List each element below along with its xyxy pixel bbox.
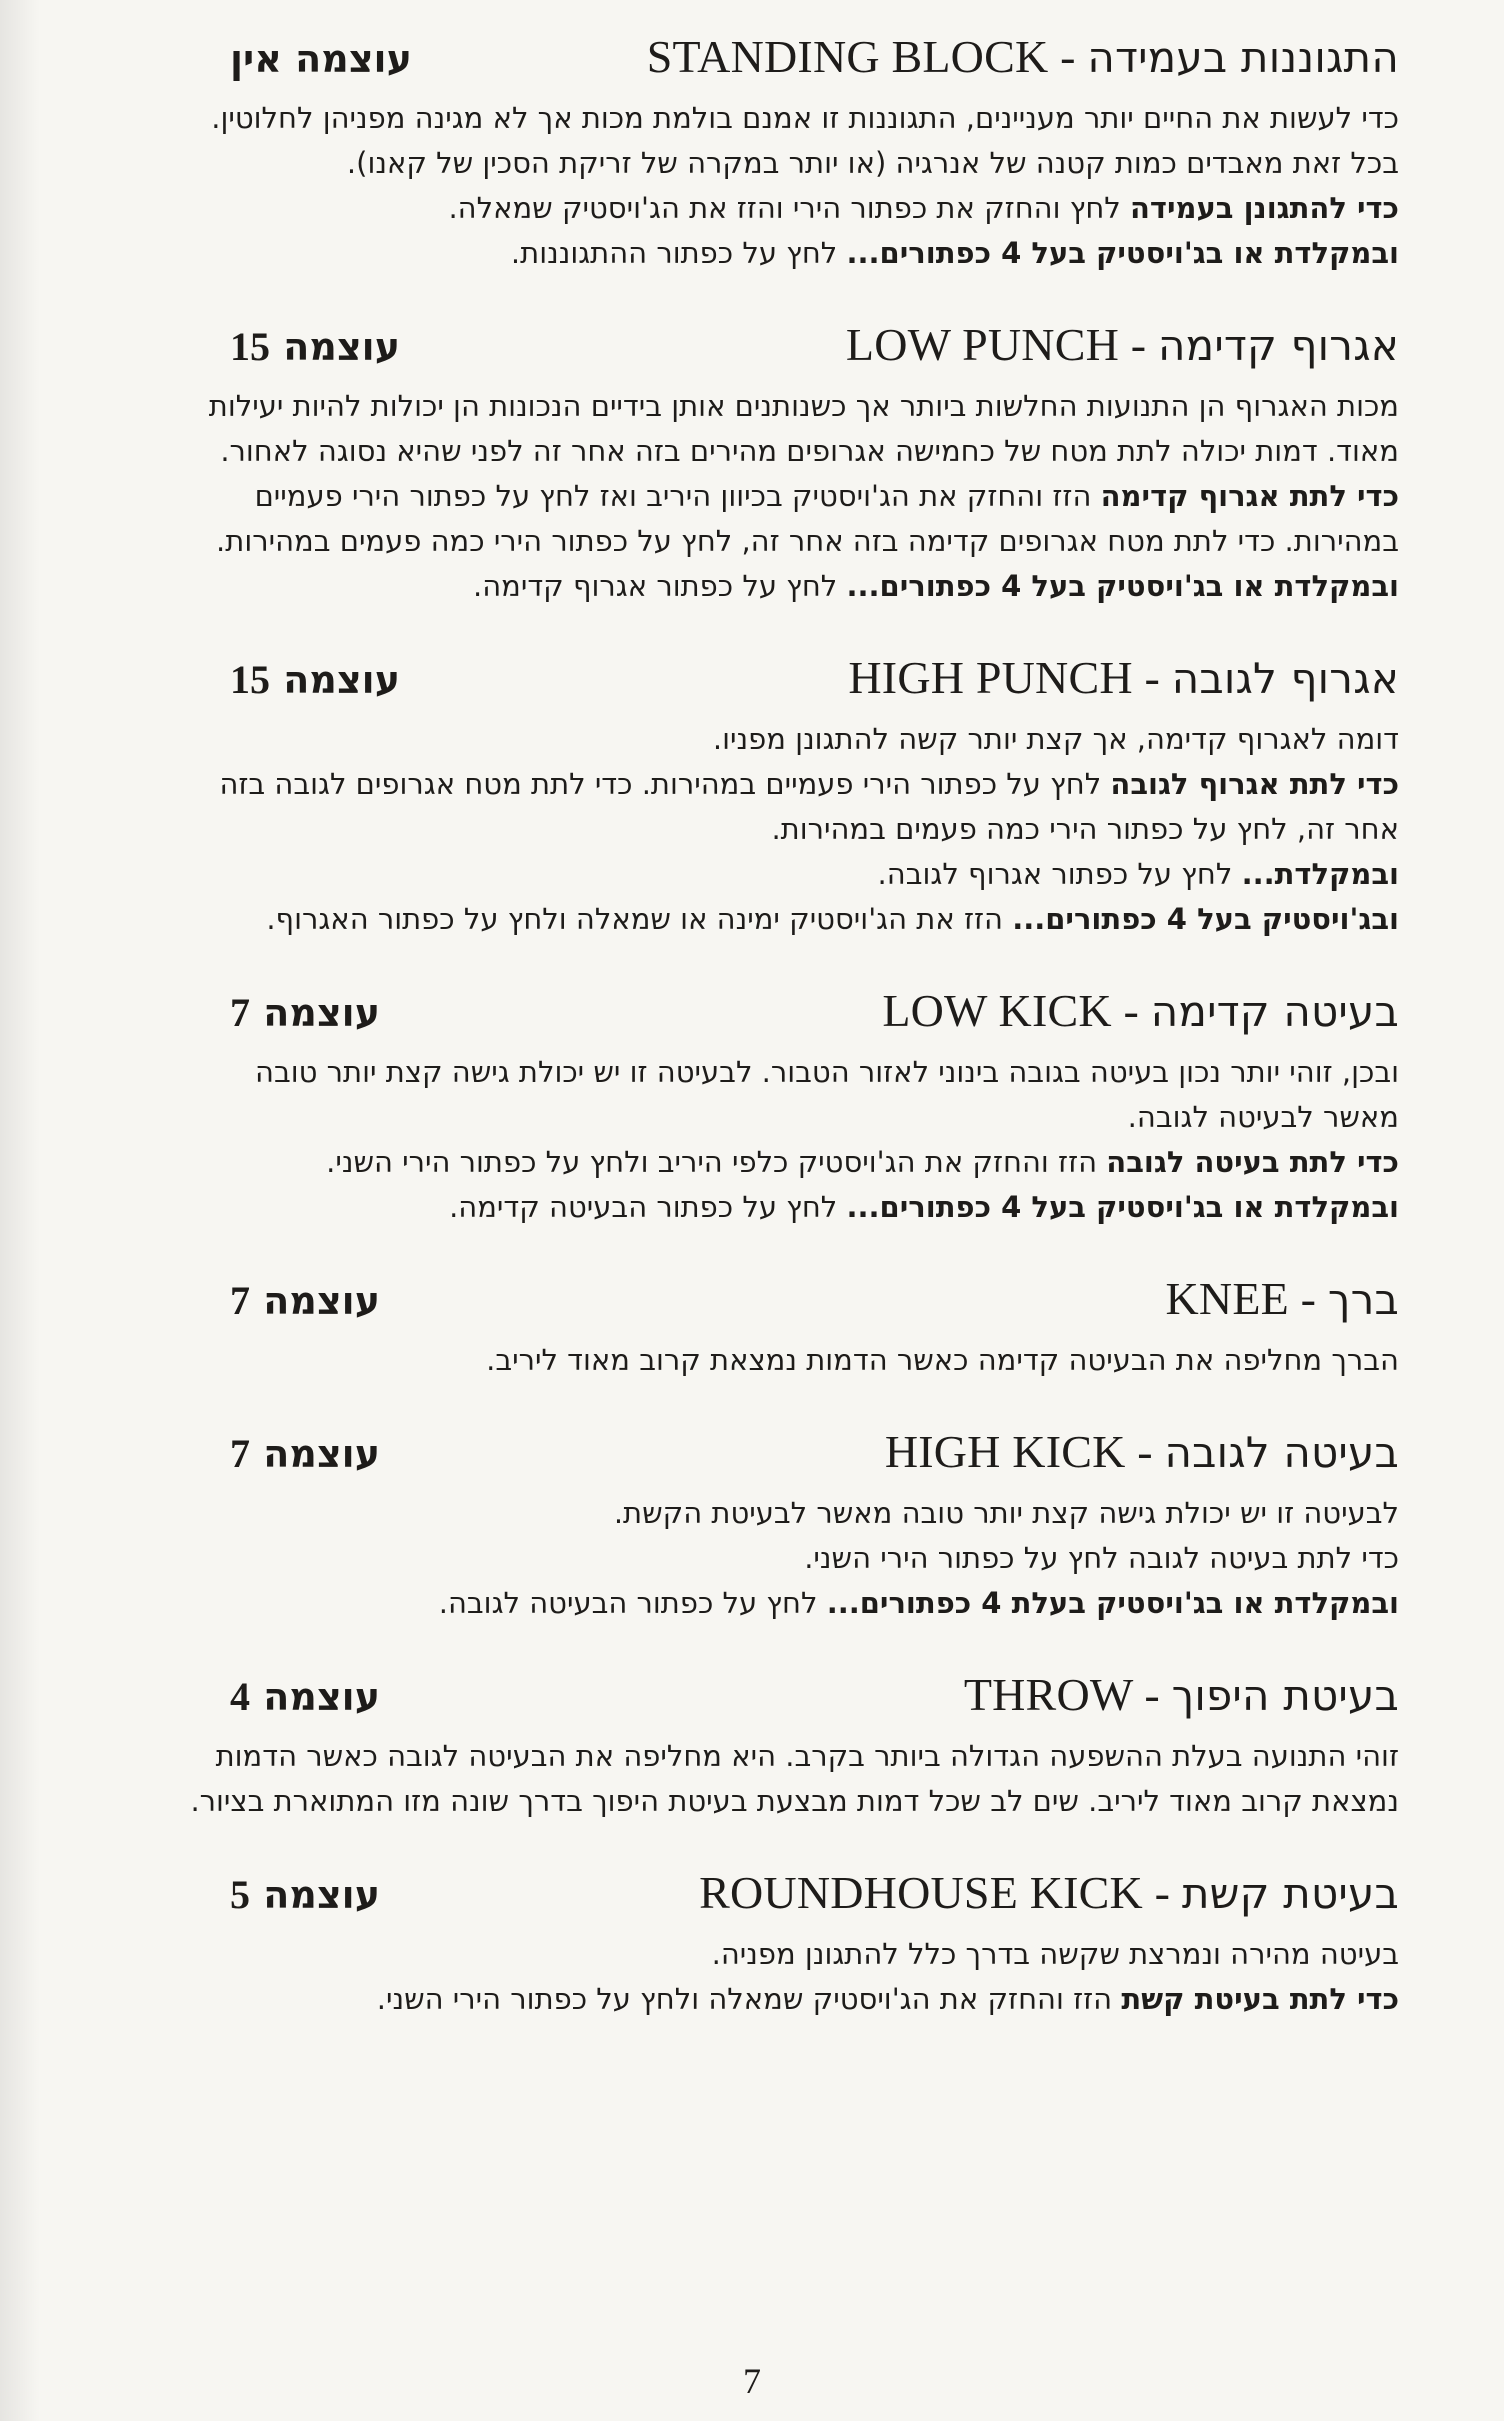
description-paragraph (170, 1581, 1399, 1626)
move-description (170, 1734, 1399, 1824)
paragraph-text: לחץ על כפתור אגרוף לגובה. (877, 857, 1242, 891)
instruction-lead: ובמקלדת או בג'ויסטיק בעל 4 כפתורים... (846, 236, 1399, 270)
power-value: 15 (230, 324, 270, 369)
power-label: עוצמה (263, 1432, 380, 1476)
description-paragraph (170, 96, 1399, 186)
move-power (230, 323, 400, 370)
move-title-english: LOW PUNCH (845, 319, 1120, 370)
move-header (170, 30, 1399, 96)
paragraph-text: הזז והחזק את הג'ויסטיק כלפי היריב ולחץ על כפתור הירי השני. (326, 1145, 1107, 1179)
power-value: 5 (230, 1872, 250, 1917)
move-power (230, 989, 380, 1036)
power-value: 4 (230, 1674, 250, 1719)
move-title-hebrew: אגרוף קדימה (1157, 321, 1399, 370)
description-paragraph (170, 852, 1399, 897)
paragraph-text: הזז והחזק את הג'ויסטיק בכיוון היריב ואז לחץ על כפתור הירי פעמיים במהירות. כדי לתת מטח אגרופים קדימה בזה אחר זה, לחץ על כפתור הירי כמה פעמים במהירות. (216, 479, 1399, 558)
paragraph-text: בעיטה מהירה ונמרצת שקשה בדרך כלל להתגונן מפניה. (711, 1937, 1399, 1971)
paragraph-text: לחץ והחזק את כפתור הירי והזז את הג'ויסטיק שמאלה. (448, 191, 1130, 225)
title-separator: - (1125, 1426, 1165, 1477)
move-power (230, 1871, 380, 1918)
description-paragraph (170, 1491, 1399, 1536)
move-section (170, 984, 1399, 1230)
power-label: עוצמה (263, 1279, 380, 1323)
move-list (170, 30, 1399, 2022)
move-title-hebrew: בעיטה לגובה (1164, 1428, 1399, 1477)
power-label: עוצמה (263, 1675, 380, 1719)
power-label: עוצמה (263, 991, 380, 1035)
description-paragraph (170, 564, 1399, 609)
power-value: 15 (230, 657, 270, 702)
power-value: 7 (230, 1431, 250, 1476)
move-description (170, 717, 1399, 942)
title-separator: - (1048, 31, 1088, 82)
move-title-hebrew: בעיטת היפוך (1171, 1671, 1399, 1720)
instruction-lead: ובמקלדת או בג'ויסטיק בעל 4 כפתורים... (846, 1190, 1399, 1224)
title-separator: - (1132, 1669, 1172, 1720)
instruction-lead: כדי לתת אגרוף לגובה (1110, 767, 1399, 801)
paragraph-text: כדי לעשות את החיים יותר מעניינים, התגוננות זו אמנם בולמת מכות אך לא מגינה מפניהן לחלוטין. בכל זאת מאבדים כמות קטנה של אנרגיה (או יותר במקרה של זריקת הסכין של קאנו). (211, 101, 1399, 180)
move-section (170, 1866, 1399, 2022)
description-paragraph (170, 186, 1399, 231)
move-title-english: KNEE (1165, 1273, 1289, 1324)
instruction-lead: כדי לתת בעיטה לגובה (1106, 1145, 1399, 1179)
description-paragraph (170, 717, 1399, 762)
move-header (170, 984, 1399, 1050)
description-paragraph (170, 897, 1399, 942)
description-paragraph (170, 384, 1399, 474)
description-paragraph (170, 1536, 1399, 1581)
move-description (170, 1932, 1399, 2022)
paragraph-text: ובכן, זוהי יותר נכון בעיטה בגובה בינוני לאזור הטבור. לבעיטה זו יש יכולת גישה קצת יותר טובה מאשר לבעיטה לגובה. (255, 1055, 1399, 1134)
description-paragraph (170, 1338, 1399, 1383)
instruction-lead: ובמקלדת או בג'ויסטיק בעלת 4 כפתורים... (826, 1586, 1399, 1620)
move-description (170, 384, 1399, 609)
title-separator: - (1132, 652, 1172, 703)
paragraph-text: כדי לתת בעיטה לגובה לחץ על כפתור הירי השני. (804, 1541, 1399, 1575)
move-title-english: ROUNDHOUSE KICK (699, 1867, 1143, 1918)
move-title (647, 30, 1399, 83)
move-section (170, 1668, 1399, 1824)
move-description (170, 96, 1399, 276)
move-title-hebrew: אגרוף לגובה (1171, 654, 1399, 703)
description-paragraph (170, 474, 1399, 564)
move-title (964, 1668, 1399, 1721)
title-separator: - (1142, 1867, 1182, 1918)
move-title-hebrew: ברך (1327, 1275, 1399, 1324)
paragraph-text: לחץ על כפתור הירי פעמיים במהירות. כדי לתת מטח אגרופים לגובה בזה אחר זה, לחץ על כפתור הירי כמה פעמים במהירות. (219, 767, 1399, 846)
instruction-lead: ובמקלדת... (1241, 857, 1399, 891)
move-header (170, 1272, 1399, 1338)
description-paragraph (170, 231, 1399, 276)
paragraph-text: לחץ על כפתור הבעיטה לגובה. (438, 1586, 827, 1620)
power-label: עוצמה (283, 325, 400, 369)
move-section (170, 1272, 1399, 1383)
paragraph-text: הברך מחליפה את הבעיטה קדימה כאשר הדמות נמצאת קרוב מאוד ליריב. (486, 1343, 1399, 1377)
move-title (882, 984, 1399, 1037)
move-header (170, 318, 1399, 384)
move-power (230, 35, 412, 82)
move-power (230, 656, 400, 703)
move-section (170, 30, 1399, 276)
paragraph-text: דומה לאגרוף קדימה, אך קצת יותר קשה להתגונן מפניו. (712, 722, 1399, 756)
paragraph-text: לבעיטה זו יש יכולת גישה קצת יותר טובה מאשר לבעיטת הקשת. (613, 1496, 1399, 1530)
move-power (230, 1277, 380, 1324)
move-title-hebrew: בעיטת קשת (1181, 1869, 1399, 1918)
move-title (846, 318, 1399, 371)
move-power (230, 1430, 380, 1477)
move-title-english: HIGH KICK (884, 1426, 1126, 1477)
move-title-hebrew: התגוננות בעמידה (1087, 33, 1399, 82)
move-title (699, 1866, 1399, 1919)
move-section (170, 1425, 1399, 1626)
paragraph-text: הזז והחזק את הג'ויסטיק שמאלה ולחץ על כפתור הירי השני. (376, 1982, 1122, 2016)
power-label: עוצמה אין (230, 37, 412, 81)
move-power (230, 1673, 380, 1720)
move-title-english: HIGH PUNCH (848, 652, 1133, 703)
power-value: 7 (230, 1278, 250, 1323)
paragraph-text: הזז את הג'ויסטיק ימינה או שמאלה ולחץ על כפתור האגרוף. (266, 902, 1013, 936)
description-paragraph (170, 1140, 1399, 1185)
instruction-lead: כדי לתת אגרוף קדימה (1100, 479, 1399, 513)
description-paragraph (170, 1932, 1399, 1977)
page-binding-shadow (0, 0, 40, 2421)
move-header (170, 1866, 1399, 1932)
paragraph-text: לחץ על כפתור הבעיטה קדימה. (449, 1190, 847, 1224)
move-section (170, 318, 1399, 609)
title-separator: - (1111, 985, 1151, 1036)
description-paragraph (170, 762, 1399, 852)
move-header (170, 1668, 1399, 1734)
description-paragraph (170, 1185, 1399, 1230)
description-paragraph (170, 1050, 1399, 1140)
title-separator: - (1119, 319, 1158, 370)
move-title-hebrew: בעיטה קדימה (1150, 987, 1399, 1036)
power-label: עוצמה (283, 658, 400, 702)
move-header (170, 651, 1399, 717)
power-label: עוצמה (263, 1873, 380, 1917)
move-section (170, 651, 1399, 942)
paragraph-text: לחץ על כפתור ההתגוננות. (510, 236, 847, 270)
page-number: 7 (743, 2361, 761, 2401)
move-title (848, 651, 1399, 704)
move-title-english: STANDING BLOCK (646, 31, 1049, 82)
paragraph-text: לחץ על כפתור אגרוף קדימה. (473, 569, 847, 603)
title-separator: - (1288, 1273, 1328, 1324)
description-paragraph (170, 1977, 1399, 2022)
move-title-english: THROW (963, 1669, 1133, 1720)
instruction-lead: ובג'ויסטיק בעל 4 כפתורים... (1012, 902, 1399, 936)
instruction-lead: ובמקלדת או בג'ויסטיק בעל 4 כפתורים... (846, 569, 1399, 603)
power-value: 7 (230, 990, 250, 1035)
move-title (1165, 1272, 1399, 1325)
move-description (170, 1050, 1399, 1230)
move-description (170, 1338, 1399, 1383)
instruction-lead: כדי להתגונן בעמידה (1130, 191, 1399, 225)
move-description (170, 1491, 1399, 1626)
move-title (885, 1425, 1399, 1478)
instruction-lead: כדי לתת בעיטת קשת (1121, 1982, 1399, 2016)
description-paragraph (170, 1734, 1399, 1824)
paragraph-text: מכות האגרוף הן התנועות החלשות ביותר אך כשנותנים אותן בידיים הנכונות הן יכולות להיות יעילות מאוד. דמות יכולה לתת מטח של כחמישה אגרופים מהירים בזה אחר זה לפני שהיא נסוגה לאחור. (208, 389, 1399, 468)
paragraph-text: זוהי התנועה בעלת ההשפעה הגדולה ביותר בקרב. היא מחליפה את הבעיטה לגובה כאשר הדמות נמצאת קרוב מאוד ליריב. שים לב שכל דמות מבצעת בעיטת היפוך בדרך שונה מזו המתוארת בציור. (190, 1739, 1399, 1818)
move-header (170, 1425, 1399, 1491)
move-title-english: LOW KICK (882, 985, 1112, 1036)
